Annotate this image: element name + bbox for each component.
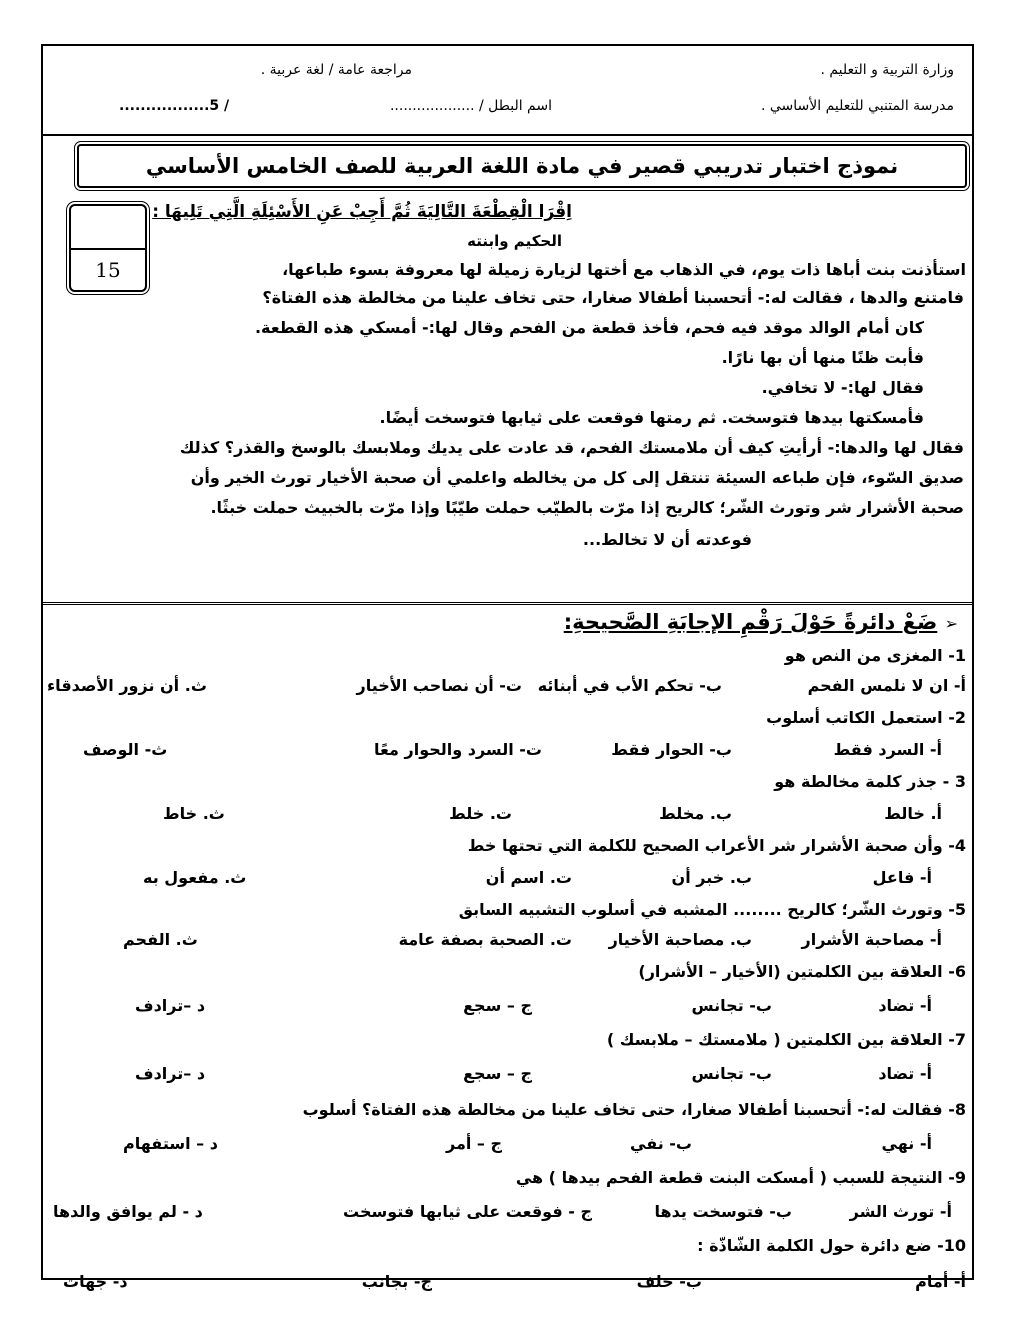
ministry-label: وزارة التربية و التعليم . bbox=[820, 62, 954, 78]
question-7: 7- العلاقة بين الكلمتين ( ملامستك – ملابسك ) bbox=[606, 1030, 966, 1049]
exam-sheet bbox=[41, 44, 974, 1291]
q8-option-a[interactable]: أ- نهي bbox=[881, 1134, 932, 1153]
question-4: 4- وأن صحبة الأشرار شر الأعراب الصحيح للكلمة التي تحتها خط bbox=[467, 836, 966, 855]
passage-line-6: فأمسكتها بيدها فتوسخت. ثم رمتها فوقعت على ثيابها فتوسخت أيضًا. bbox=[379, 408, 924, 427]
q3-option-a[interactable]: أ. خالط bbox=[884, 804, 942, 823]
question-6: 6- العلاقة بين الكلمتين (الأخيار – الأشرار) bbox=[638, 962, 966, 981]
q9-option-a[interactable]: أ- تورث الشر bbox=[849, 1202, 952, 1221]
q4-option-c[interactable]: ت. اسم أن bbox=[485, 868, 572, 887]
review-label: مراجعة عامة / لغة عربية . bbox=[260, 62, 412, 78]
q10-option-b[interactable]: ب- خلف bbox=[636, 1272, 702, 1291]
passage-line-10: فوعدته أن لا تخالط... bbox=[582, 530, 752, 549]
q3-option-d[interactable]: ث. خاط bbox=[163, 804, 225, 823]
passage-line-2: فامتنع والدها ، فقالت له:- أتحسبنا أطفالا صغارا، حتى تخاف علينا من مخالطة هذه الفتاة؟ bbox=[262, 288, 964, 307]
passage-line-8: صديق السّوء، فإن طباعه السيئة تنتقل إلى كل من يخالطه واعلمي أن صحبة الأخيار تورث الخير وأن bbox=[190, 468, 964, 487]
question-5: 5- وتورث الشّر؛ كالريح ........ المشبه في أسلوب التشبيه السابق bbox=[458, 900, 966, 919]
q8-option-c[interactable]: ج – أمر bbox=[445, 1134, 502, 1153]
q6-option-d[interactable]: د –ترادف bbox=[135, 996, 206, 1015]
q2-option-c[interactable]: ت- السرد والحوار معًا bbox=[373, 740, 542, 759]
question-3: 3 - جذر كلمة مخالطة هو bbox=[774, 772, 966, 791]
q5-option-c[interactable]: ت. الصحبة بصفة عامة bbox=[398, 930, 572, 949]
q6-option-b[interactable]: ب- تجانس bbox=[691, 996, 772, 1015]
passage-line-9: صحبة الأشرار شر وتورث الشّر؛ كالريح إذا مرّت بالطيّب حملت طيّبًا وإذا مرّت بالخبيث حملت خبثًا. bbox=[210, 498, 964, 517]
questions-heading bbox=[564, 610, 958, 634]
q9-option-c[interactable]: ج - فوقعت على ثيابها فتوسخت bbox=[343, 1202, 592, 1221]
q7-option-a[interactable]: أ- تضاد bbox=[878, 1064, 932, 1083]
score-value: 15 bbox=[95, 258, 121, 282]
q5-option-d[interactable]: ث. الفحم bbox=[123, 930, 198, 949]
school-label: مدرسة المتنبي للتعليم الأساسي . bbox=[760, 98, 954, 114]
arrow-left-icon: ➢ bbox=[944, 614, 958, 633]
reading-instruction: اِقْرَا الْقِطْعَةَ التَّالِيَةَ ثُمَّ أَجِبْ عَنِ الأَسْئِلَةِ الَّتِي تَلِيهَا : bbox=[152, 202, 572, 222]
q5-option-b[interactable]: ب. مصاحبة الأخيار bbox=[608, 930, 752, 949]
q10-option-a[interactable]: أ- أمام bbox=[915, 1272, 966, 1291]
passage-line-1: استأذنت بنت أباها ذات يوم، في الذهاب مع أختها لزيارة زميلة لها معروفة بسوء طباعها، bbox=[282, 260, 966, 279]
score-box bbox=[69, 204, 147, 292]
q2-option-b[interactable]: ب- الحوار فقط bbox=[611, 740, 732, 759]
reading-passage bbox=[43, 196, 972, 605]
question-1: 1- المغزى من النص هو bbox=[784, 646, 966, 665]
question-8: 8- فقالت له:- أتحسبنا أطفالا صغارا، حتى تخاف علينا من مخالطة هذه الفتاة؟ أسلوب bbox=[302, 1100, 966, 1119]
grade-label: / 5................. bbox=[119, 98, 230, 114]
passage-line-4: فأبت ظنًا منها أن بها نارًا. bbox=[721, 348, 924, 367]
q9-option-b[interactable]: ب- فتوسخت يدها bbox=[654, 1202, 792, 1221]
q10-option-c[interactable]: ج- بجانب bbox=[361, 1272, 432, 1291]
q3-option-b[interactable]: ب. مخلط bbox=[659, 804, 732, 823]
q9-option-d[interactable]: د - لم يوافق والدها bbox=[53, 1202, 203, 1221]
header bbox=[43, 46, 972, 136]
q1-option-b[interactable]: ب- تحكم الأب في أبنائه bbox=[537, 676, 722, 695]
story-title: الحكيم وابنته bbox=[467, 232, 562, 250]
student-name-field: اسم البطل / ................... bbox=[389, 98, 552, 114]
q7-option-b[interactable]: ب- تجانس bbox=[691, 1064, 772, 1083]
q4-option-a[interactable]: أ- فاعل bbox=[872, 868, 932, 887]
q2-option-a[interactable]: أ- السرد فقط bbox=[833, 740, 942, 759]
question-10: 10- ضع دائرة حول الكلمة الشّاذّة : bbox=[697, 1236, 966, 1255]
q1-option-c[interactable]: ت- أن نصاحب الأخيار bbox=[356, 676, 522, 695]
q1-option-d[interactable]: ث. أن نزور الأصدقاء bbox=[47, 676, 207, 695]
q3-option-c[interactable]: ت. خلط bbox=[449, 804, 512, 823]
q7-option-c[interactable]: ج – سجع bbox=[463, 1064, 532, 1083]
q1-option-a[interactable]: أ- ان لا نلمس الفحم bbox=[807, 676, 966, 695]
q4-option-b[interactable]: ب. خبر أن bbox=[671, 868, 752, 887]
passage-line-5: فقال لها:- لا تخافي. bbox=[761, 378, 924, 397]
q7-option-d[interactable]: د –ترادف bbox=[135, 1064, 206, 1083]
q8-option-b[interactable]: ب- نفي bbox=[630, 1134, 692, 1153]
exam-title: نموذج اختبار تدريبي قصير في مادة اللغة العربية للصف الخامس الأساسي bbox=[77, 144, 967, 188]
question-2: 2- استعمل الكاتب أسلوب bbox=[766, 708, 966, 727]
q4-option-d[interactable]: ث. مفعول به bbox=[143, 868, 247, 887]
question-9: 9- النتيجة للسبب ( أمسكت البنت قطعة الفحم بيدها ) هي bbox=[515, 1168, 966, 1187]
q6-option-c[interactable]: ج – سجع bbox=[463, 996, 532, 1015]
q8-option-d[interactable]: د – استفهام bbox=[123, 1134, 218, 1153]
questions-heading-text: ضَعْ دائرةً حَوْلَ رَقْمِ الإجابَةِ الصَّحيحةِ: bbox=[563, 610, 938, 634]
q2-option-d[interactable]: ث- الوصف bbox=[83, 740, 168, 759]
passage-line-3: كان أمام الوالد موقد فيه فحم، فأخذ قطعة من الفحم وقال لها:- أمسكي هذه القطعة. bbox=[254, 318, 924, 337]
passage-line-7: فقال لها والدها:- أرأيتِ كيف أن ملامستك الفحم، قد عادت على يديك وملابسك بالوسخ والقذر؟ كذلك bbox=[179, 438, 964, 457]
q6-option-a[interactable]: أ- تضاد bbox=[878, 996, 932, 1015]
q5-option-a[interactable]: أ- مصاحبة الأشرار bbox=[801, 930, 942, 949]
q10-option-d[interactable]: د- جهات bbox=[63, 1272, 128, 1291]
score-divider bbox=[71, 248, 145, 250]
